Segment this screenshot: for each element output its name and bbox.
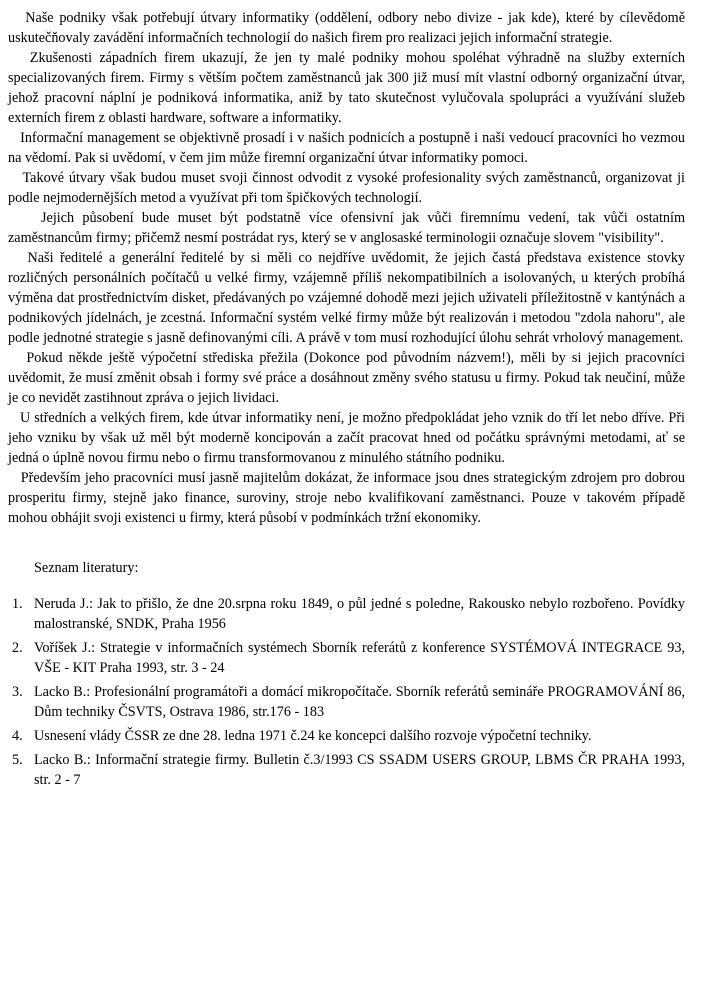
- references-heading: Seznam literatury:: [34, 560, 139, 576]
- paragraph-6: Naši ředitelé a generální ředitelé by si měli co nejdříve uvědomit, že jejich častá představa existence stovky rozličných personálních počítačů u velké firmy, vzájemně příliš nekompatibilních a isolovaných, u kterých probíhá výměna dat prostřednictvím disket, předávaných po vzájemné dohodě mezi jejich uživateli příležitostně v kantýnách a podnikových jídelnách, je zcestná. Informační systém velké firmy může být realizován i metodou "zdola nahoru", ale podle jednotné strategie s jasně definovanými cíli. A právě v tom musí rozhodující úlohu sehrát vrholový management.: [8, 250, 689, 346]
- reference-text: Voříšek J.: Strategie v informačních systémech Sborník referátů z konference SYSTÉMOVÁ INTEGRACE 93, VŠE - KIT Praha 1993, str. 3 - 24: [34, 640, 685, 676]
- reference-text: Lacko B.: Profesionální programátoři a domácí mikropočítače. Sborník referátů semináře PROGRAMOVÁNÍ 86, Dům techniky ČSVTS, Ostrava 1986, str.176 - 183: [34, 684, 685, 720]
- reference-item: [8, 594, 685, 634]
- reference-text: Usnesení vlády ČSSR ze dne 28. ledna 1971 č.24 ke koncepci dalšího rozvoje výpočetní techniky.: [34, 728, 592, 744]
- reference-item: [8, 638, 685, 678]
- reference-item: [8, 726, 685, 746]
- reference-text: Neruda J.: Jak to přišlo, že dne 20.srpna roku 1849, o půl jedné s poledne, Rakousko nebylo rozbořeno. Povídky malostranské, SNDK, Praha 1956: [34, 596, 685, 632]
- reference-number: 3.: [12, 684, 23, 700]
- paragraph-1: Naše podniky však potřebují útvary informatiky (oddělení, odbory nebo divize - jak kde), které by cílevědomě uskutečňovaly zavádění informačních technologií do našich firem pro realizaci jejich informační strategie.: [8, 10, 689, 46]
- paragraph-5: Jejich působení bude muset být podstatně více ofensivní jak vůči firemnímu vedení, tak vůči ostatním zaměstnancům firmy; přičemž nesmí postrádat rys, který se v anglosaské terminologii označuje slovem "visibility".: [8, 210, 689, 246]
- paragraph-4: Takové útvary však budou muset svoji činnost odvodit z vysoké profesionality svých zaměstnanců, organizovat ji podle nejmodernějších metod a využívat při tom špičkových technologií.: [8, 170, 689, 206]
- reference-text: Lacko B.: Informační strategie firmy. Bulletin č.3/1993 CS SSADM USERS GROUP, LBMS ČR PRAHA 1993, str. 2 - 7: [34, 752, 685, 788]
- reference-item: [8, 682, 685, 722]
- paragraph-3: Informační management se objektivně prosadí i v našich podnicích a postupně i naši vedoucí pracovníci ho vezmou na vědomí. Pak si uvědomí, v čem jim může firemní organizační útvar informatiky pomoci.: [8, 130, 689, 166]
- paragraph-9: Především jeho pracovníci musí jasně majitelům dokázat, že informace jsou dnes strategickým zdrojem pro dobrou prosperitu firmy, stejně jako finance, suroviny, stroje nebo kvalifikovaní zaměstnanci. Pouze v takovém případě mohou obhájit svoji existenci u firmy, která působí v podmínkách tržní ekonomiky.: [8, 470, 689, 526]
- reference-number: 2.: [12, 640, 23, 656]
- reference-number: 1.: [12, 596, 23, 612]
- references-list: [8, 594, 685, 790]
- paragraph-8: U středních a velkých firem, kde útvar informatiky není, je možno předpokládat jeho vznik do tří let nebo dříve. Při jeho vzniku by však už měl být moderně koncipován a začít pracovat hned od počátku správnými metodami, ať se jedná o úplně novou firmu nebo o firmu transformovanou z minulého státního podniku.: [8, 410, 689, 466]
- reference-item: [8, 750, 685, 790]
- paragraph-7: Pokud někde ještě výpočetní střediska přežila (Dokonce pod původním názvem!), měli by si jejich pracovníci uvědomit, že musí změnit obsah i formy své práce a dosáhnout změny svého statusu u firmy. Pokud tak neučiní, může je co nevidět zastihnout zpráva o jejich lividaci.: [8, 350, 689, 406]
- paragraph-2: Zkušenosti západních firem ukazují, že jen ty malé podniky mohou spoléhat výhradně na služby externích specializovaných firem. Firmy s větším počtem zaměstnanců jak 300 již musí mít vlastní odborný organizační útvar, jehož pracovní náplní je podniková informatika, aniž by tato skutečnost vylučovala spolupráci a využívání služeb externích firem z oblasti hardware, software a informatiky.: [8, 50, 689, 126]
- reference-number: 4.: [12, 728, 23, 744]
- reference-number: 5.: [12, 752, 23, 768]
